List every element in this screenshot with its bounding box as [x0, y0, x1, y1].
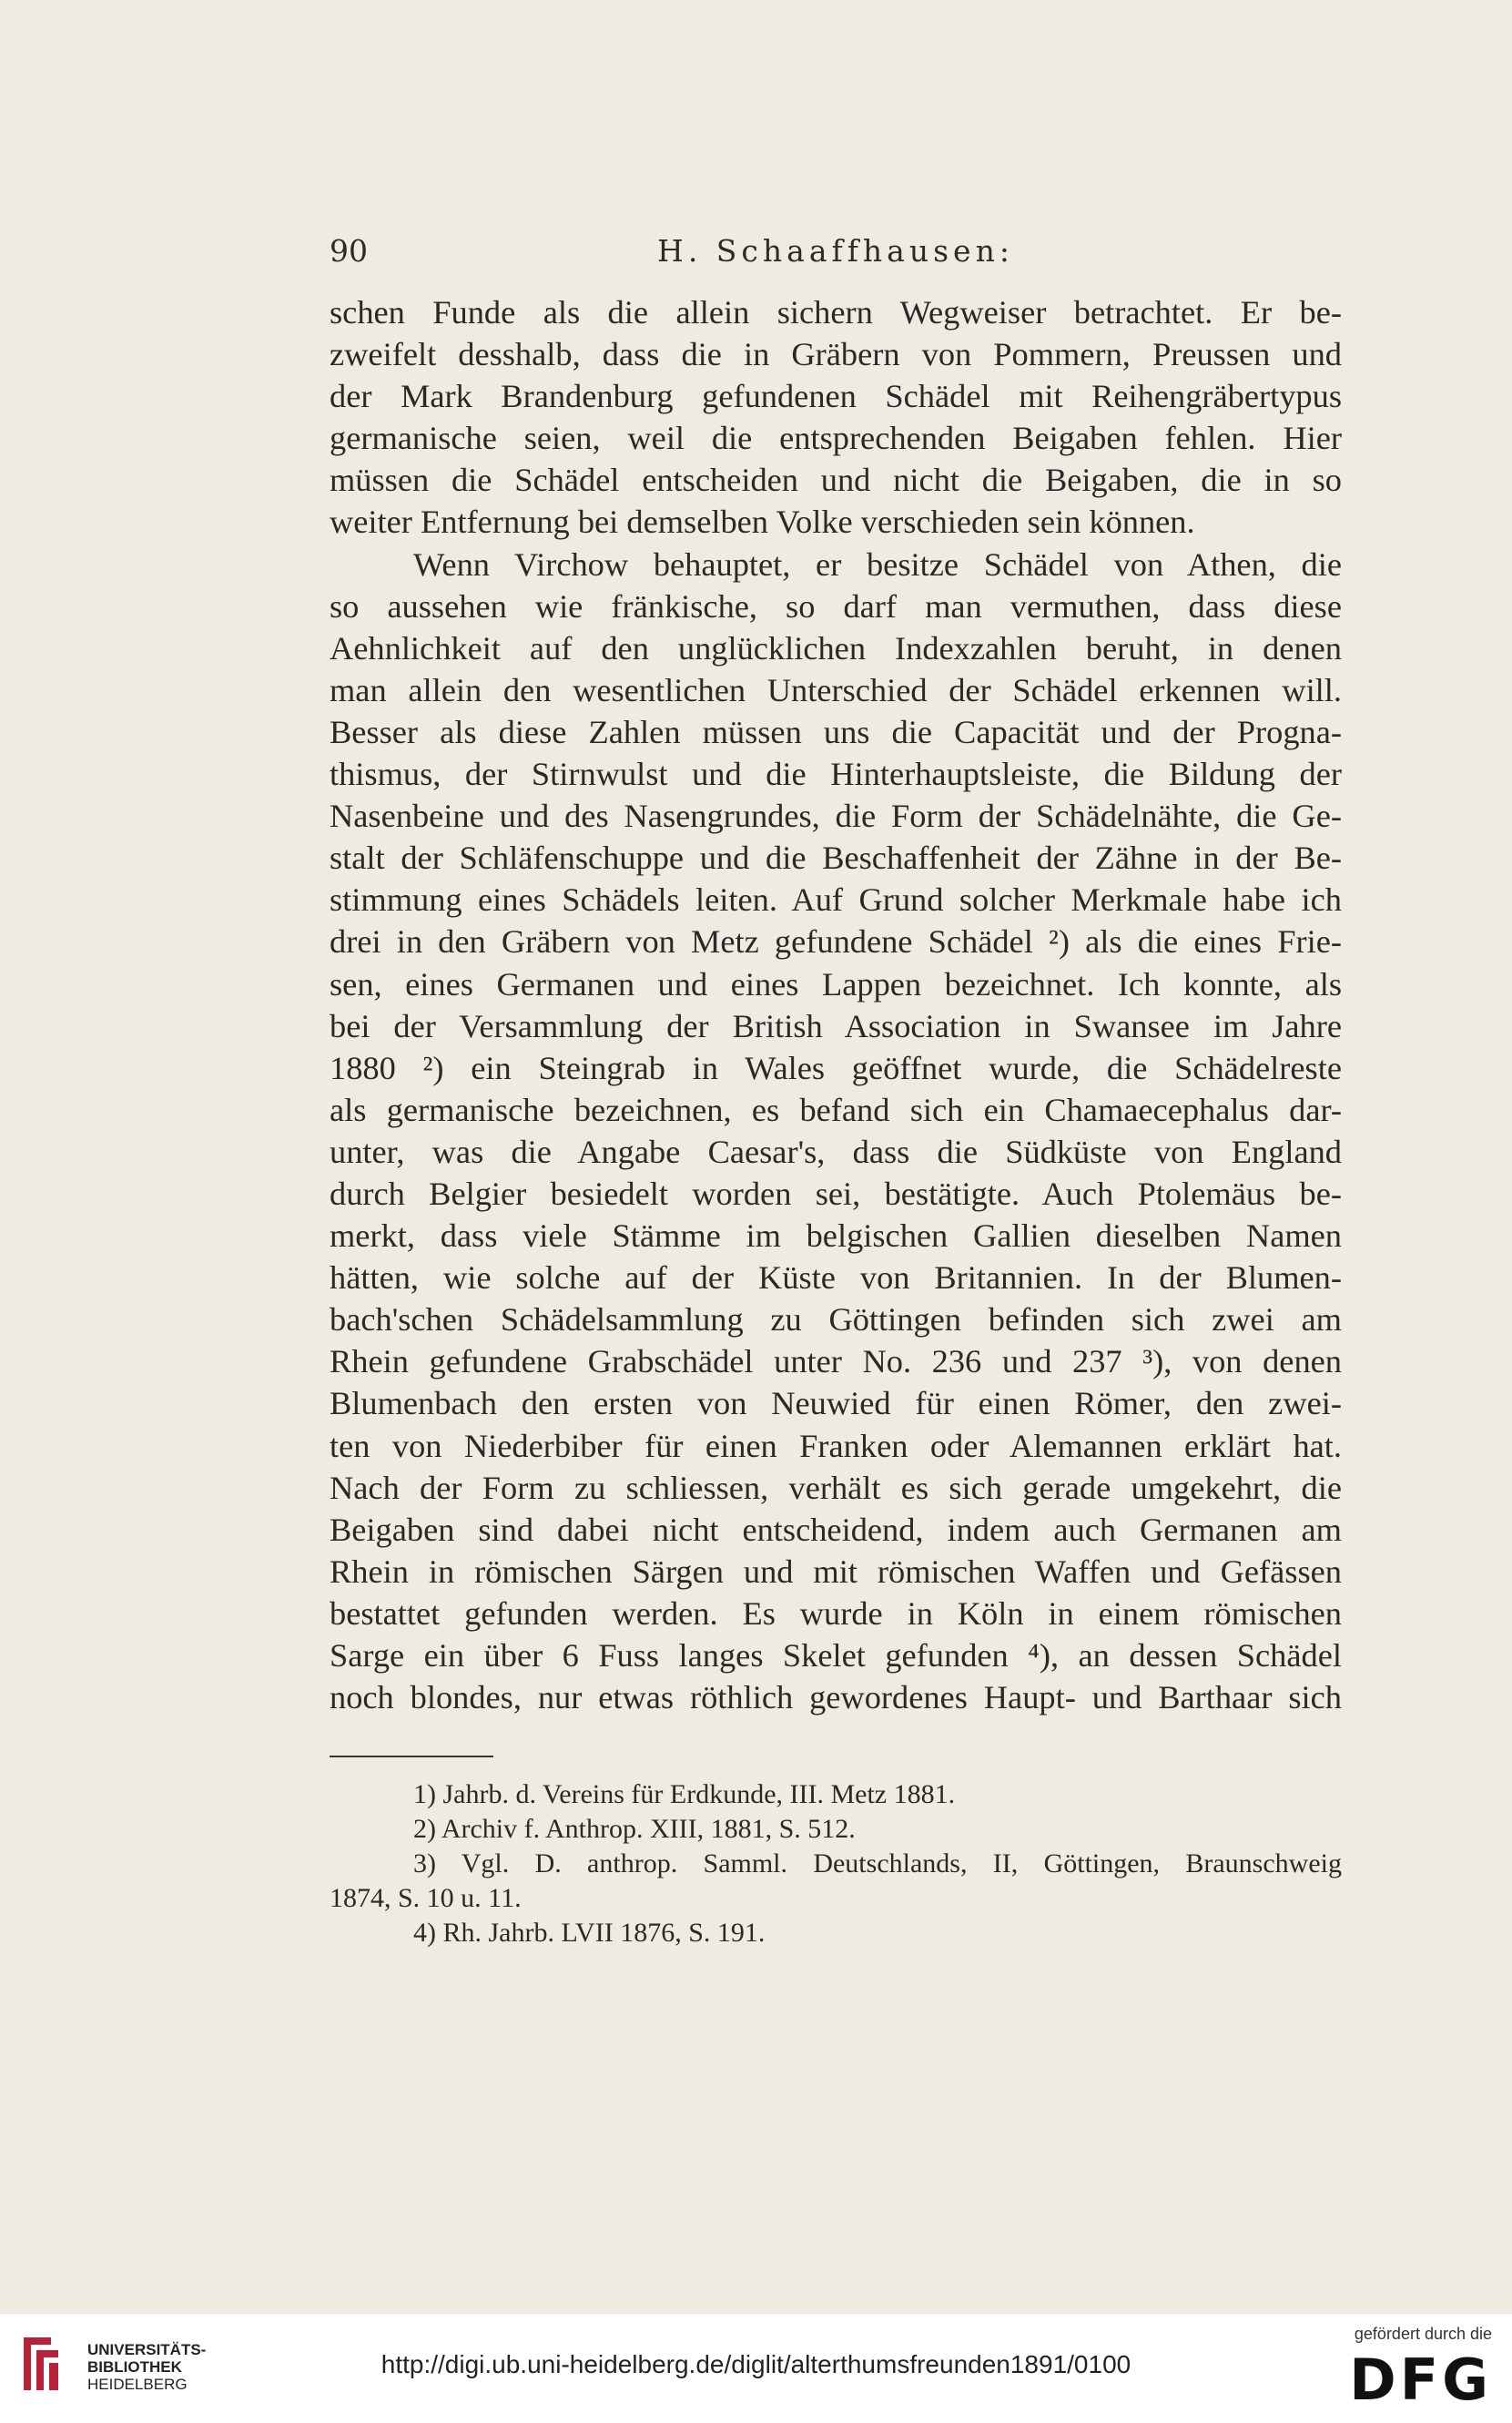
footnote: 4) Rh. Jahrb. LVII 1876, S. 191. [413, 1918, 766, 1948]
text-line: weiter Entfernung bei demselben Volke verschieden sein können. [330, 504, 1195, 541]
dfg-logo: DFG [1349, 2347, 1492, 2413]
text-line: ten von Niederbiber für einen Franken oder Alemannen erklärt hat. [330, 1427, 1342, 1464]
text-line: Nach der Form zu schliessen, verhält es sich gerade umgekehrt, die [330, 1469, 1342, 1506]
text-line: zweifelt desshalb, dass die in Gräbern von Pommern, Preussen und [330, 336, 1342, 373]
footer-bar [0, 2313, 1512, 2423]
text-line: bei der Versammlung der British Association in Swansee im Jahre [330, 1007, 1342, 1044]
footnotes [330, 1777, 1342, 1950]
text-line: Besser als diese Zahlen müssen uns die Capacität und der Progna- [330, 713, 1342, 750]
running-title: H. Schaaffhausen: [657, 233, 1014, 269]
footnote-continuation: 1874, S. 10 u. 11. [330, 1883, 522, 1913]
footnote: 1) Jahrb. d. Vereins für Erdkunde, III. Metz 1881. [413, 1779, 956, 1809]
text-line: Nasenbeine und des Nasengrundes, die Form der Schädelnähte, die Ge- [330, 798, 1342, 835]
library-name-line: UNIVERSITÄTS- [87, 2341, 207, 2358]
text-line: müssen die Schädel entscheiden und nicht die Beigaben, die in so [330, 462, 1342, 499]
text-line: Sarge ein über 6 Fuss langes Skelet gefunden ⁴), an dessen Schädel [330, 1637, 1342, 1674]
text-line: Rhein gefundene Grabschädel unter No. 236 und 237 ³), von denen [330, 1343, 1342, 1380]
text-line: 1880 ²) ein Steingrab in Wales geöffnet wurde, die Schädelreste [330, 1049, 1342, 1086]
text-line: durch Belgier besiedelt worden sei, bestätigte. Auch Ptolemäus be- [330, 1175, 1342, 1212]
text-line: so aussehen wie fränkische, so darf man vermuthen, dass diese [330, 587, 1342, 625]
permalink-url[interactable]: http://digi.ub.uni-heidelberg.de/diglit/alterthumsfreunden1891/0100 [381, 2350, 1131, 2378]
text-line: Blumenbach den ersten von Neuwied für einen Römer, den zwei- [330, 1385, 1342, 1422]
text-line: schen Funde als die allein sichern Wegweiser betrachtet. Er be- [330, 294, 1342, 331]
footnote: 2) Archiv f. Anthrop. XIII, 1881, S. 512. [413, 1814, 856, 1844]
body-text [330, 291, 1342, 1718]
page-number: 90 [330, 233, 368, 269]
text-line: bach'schen Schädelsammlung zu Göttingen befinden sich zwei am [330, 1301, 1342, 1339]
text-line: als germanische bezeichnen, es befand sich ein Chamaecephalus dar- [330, 1091, 1342, 1128]
funded-by-label: gefördert durch die [1354, 2325, 1492, 2343]
text-line: germanische seien, weil die entsprechenden Beigaben fehlen. Hier [330, 420, 1342, 457]
text-line: stalt der Schläfenschuppe und die Beschaffenheit der Zähne in der Be- [330, 840, 1342, 877]
text-line: drei in den Gräbern von Metz gefundene Schädel ²) als die eines Frie- [330, 923, 1342, 961]
library-name-line: BIBLIOTHEK [87, 2358, 182, 2376]
text-line: unter, was die Angabe Caesar's, dass die Südküste von England [330, 1133, 1342, 1170]
text-line: thismus, der Stirnwulst und die Hinterhauptsleiste, die Bildung der [330, 756, 1342, 793]
text-line: Aehnlichkeit auf den unglücklichen Indexzahlen beruht, in denen [330, 629, 1342, 667]
text-line: der Mark Brandenburg gefundenen Schädel mit Reihengräbertypus [330, 378, 1342, 415]
footnote-divider [330, 1756, 493, 1757]
text-line: Rhein in römischen Särgen und mit römischen Waffen und Gefässen [330, 1553, 1342, 1590]
text-line: stimmung eines Schädels leiten. Auf Grund solcher Merkmale habe ich [330, 881, 1342, 919]
text-line: sen, eines Germanen und eines Lappen bezeichnet. Ich konnte, als [330, 965, 1342, 1003]
text-line: Beigaben sind dabei nicht entscheidend, indem auch Germanen am [330, 1511, 1342, 1548]
text-line: hätten, wie solche auf der Küste von Britannien. In der Blumen- [330, 1259, 1342, 1297]
page-header [330, 233, 1342, 273]
text-line: Wenn Virchow behauptet, er besitze Schädel von Athen, die [413, 545, 1342, 583]
text-line: merkt, dass viele Stämme im belgischen Gallien dieselben Namen [330, 1217, 1342, 1255]
text-line: noch blondes, nur etwas röthlich gewordenes Haupt- und Barthaar sich [330, 1679, 1342, 1716]
text-line: man allein den wesentlichen Unterschied der Schädel erkennen will. [330, 671, 1342, 708]
library-name-line: HEIDELBERG [87, 2376, 188, 2393]
footnote: 3) Vgl. D. anthrop. Samml. Deutschlands, II, Göttingen, Braunschweig [413, 1848, 1342, 1878]
text-line: bestattet gefunden werden. Es wurde in Köln in einem römischen [330, 1594, 1342, 1632]
